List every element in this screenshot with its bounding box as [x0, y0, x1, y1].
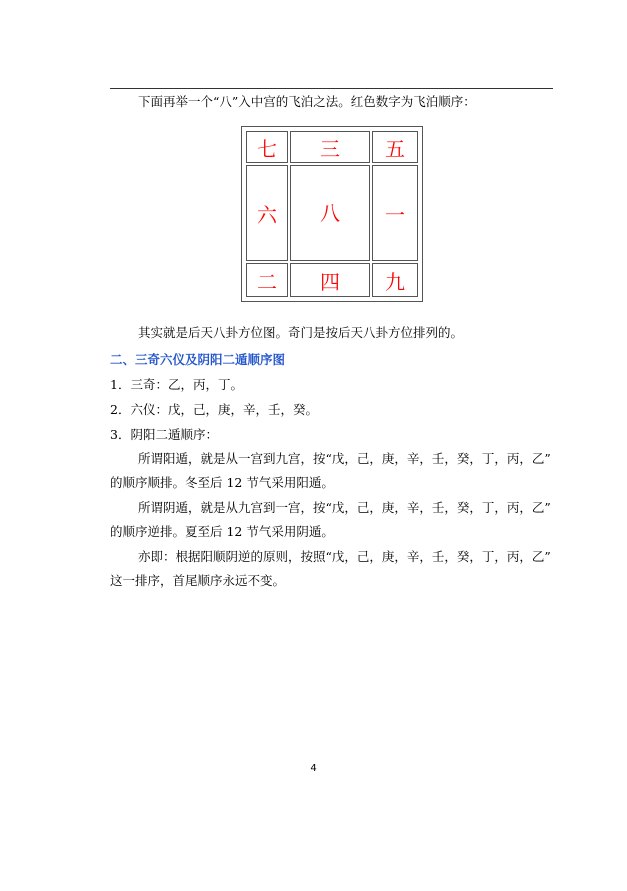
yin-paragraph-line-1: 所谓阴遁，就是从九宫到一宫，按“戊，己，庚，辛，壬，癸，丁，丙，乙” — [138, 500, 551, 515]
grid-cell-top-right: 五 — [372, 131, 418, 163]
page-number: 4 — [310, 763, 317, 774]
yang-paragraph-line-2: 的顺序顺排。冬至后 12 节气采用阳遁。 — [110, 475, 334, 490]
list-item-three-wonders: 1．三奇：乙，丙，丁。 — [110, 377, 243, 392]
grid-cell-bottom-right: 九 — [372, 263, 418, 297]
grid-cell-bottom-center: 四 — [290, 263, 370, 297]
grid-cell-bottom-left: 二 — [246, 263, 288, 297]
intro-text: 下面再举一个“八”入中宫的飞泊之法。红色数字为飞泊顺序： — [138, 94, 476, 109]
header-rule — [110, 88, 553, 89]
after-grid-text: 其实就是后天八卦方位图。奇门是按后天八卦方位排列的。 — [138, 325, 464, 340]
section-heading: 二、三奇六仪及阴阳二遁顺序图 — [110, 352, 286, 367]
note-paragraph-line-2: 这一排序，首尾顺序永远不变。 — [110, 573, 286, 588]
grid-cell-middle-right: 一 — [372, 165, 418, 261]
grid-cell-middle-left: 六 — [246, 165, 288, 261]
grid-cell-center: 八 — [290, 165, 370, 261]
list-item-yin-yang-order: 3．阴阳二遁顺序： — [110, 427, 218, 442]
list-item-six-instruments: 2．六仪：戊，己，庚，辛，壬，癸。 — [110, 402, 318, 417]
flying-palace-grid — [241, 126, 423, 302]
grid-cell-top-left: 七 — [246, 131, 288, 163]
yang-paragraph-line-1: 所谓阳遁，就是从一宫到九宫，按“戊，己，庚，辛，壬，癸，丁，丙，乙” — [138, 451, 551, 466]
grid-cell-top-center: 三 — [290, 131, 370, 163]
yin-paragraph-line-2: 的顺序逆排。夏至后 12 节气采用阴遁。 — [110, 524, 334, 539]
note-paragraph-line-1: 亦即：根据阳顺阴逆的原则，按照“戊，己，庚，辛，壬，癸，丁，丙，乙” — [138, 549, 551, 564]
